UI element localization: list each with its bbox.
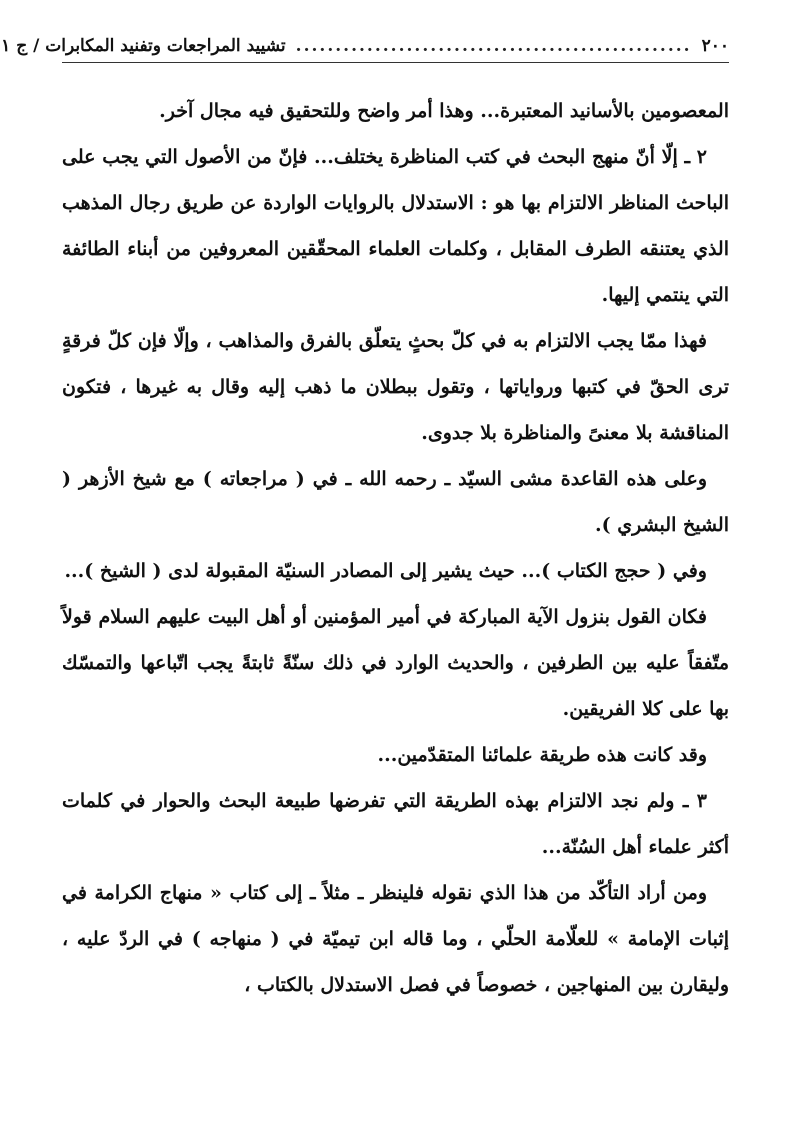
paragraph-2: ٢ ـ إلّا أنّ منهج البحث في كتب المناظرة يختلف... فإنّ من الأصول التي يجب على الباحث المناظر الالتزام بها هو : الاستدلال بالروايات الواردة عن طريق رجال المذهب الذي يعتنقه الطرف المقابل ، وكلمات العلماء المحقّقين المعروفين من أبناء الطائفة التي ينتمي إليها. (62, 146, 729, 306)
header-leader-dots: .................................................. (295, 35, 692, 56)
paragraph-1: المعصومين بالأسانيد المعتبرة... وهذا أمر واضح وللتحقيق فيه مجال آخر. (159, 100, 729, 122)
header-rule (62, 62, 729, 63)
paragraph-7: وقد كانت هذه طريقة علمائنا المتقدّمين... (377, 744, 707, 766)
page-number: ٢٠٠ (701, 36, 729, 56)
paragraph-3: فهذا ممّا يجب الالتزام به في كلّ بحثٍ يتعلّق بالفرق والمذاهب ، وإلّا فإن كلّ فرقةٍ ترى الحقّ في كتبها ورواياتها ، وتقول ببطلان ما ذهب إليه وقال به غيرها ، فتكون المناقشة بلا معنىً والمناظرة بلا جدوى. (62, 330, 729, 444)
paragraph-6: فكان القول بنزول الآية المباركة في أمير المؤمنين أو أهل البيت عليهم السلام قولاً متّفقاً عليه بين الطرفين ، والحديث الوارد في ذلك سنّةً ثابتةً يجب اتّباعها والتمسّك بها على كلا الفريقين. (62, 606, 729, 720)
running-title: تشييد المراجعات وتفنيد المكابرات / ج ١ (1, 36, 286, 56)
paragraph-9: ومن أراد التأكّد من هذا الذي نقوله فلينظر ـ مثلاً ـ إلى كتاب « منهاج الكرامة في إثبات الإمامة » للعلّامة الحلّي ، وما قاله ابن تيميّة في ( منهاجه ) في الردّ عليه ، وليقارن بين المنهاجين ، خصوصاً في فصل الاستدلال بالكتاب ، (62, 882, 729, 996)
running-header (1, 32, 729, 60)
paragraph-4: وعلى هذه القاعدة مشى السيّد ـ رحمه الله ـ في ( مراجعاته ) مع شيخ الأزهر ( الشيخ البشري ). (62, 468, 729, 536)
body-text (62, 88, 729, 1008)
paragraph-8: ٣ ـ ولم نجد الالتزام بهذه الطريقة التي تفرضها طبيعة البحث والحوار في كلمات أكثر علماء أهل السُنّة... (62, 790, 729, 858)
paragraph-5: وفي ( حجج الكتاب )... حيث يشير إلى المصادر السنيّة المقبولة لدى ( الشيخ )... (64, 560, 707, 582)
